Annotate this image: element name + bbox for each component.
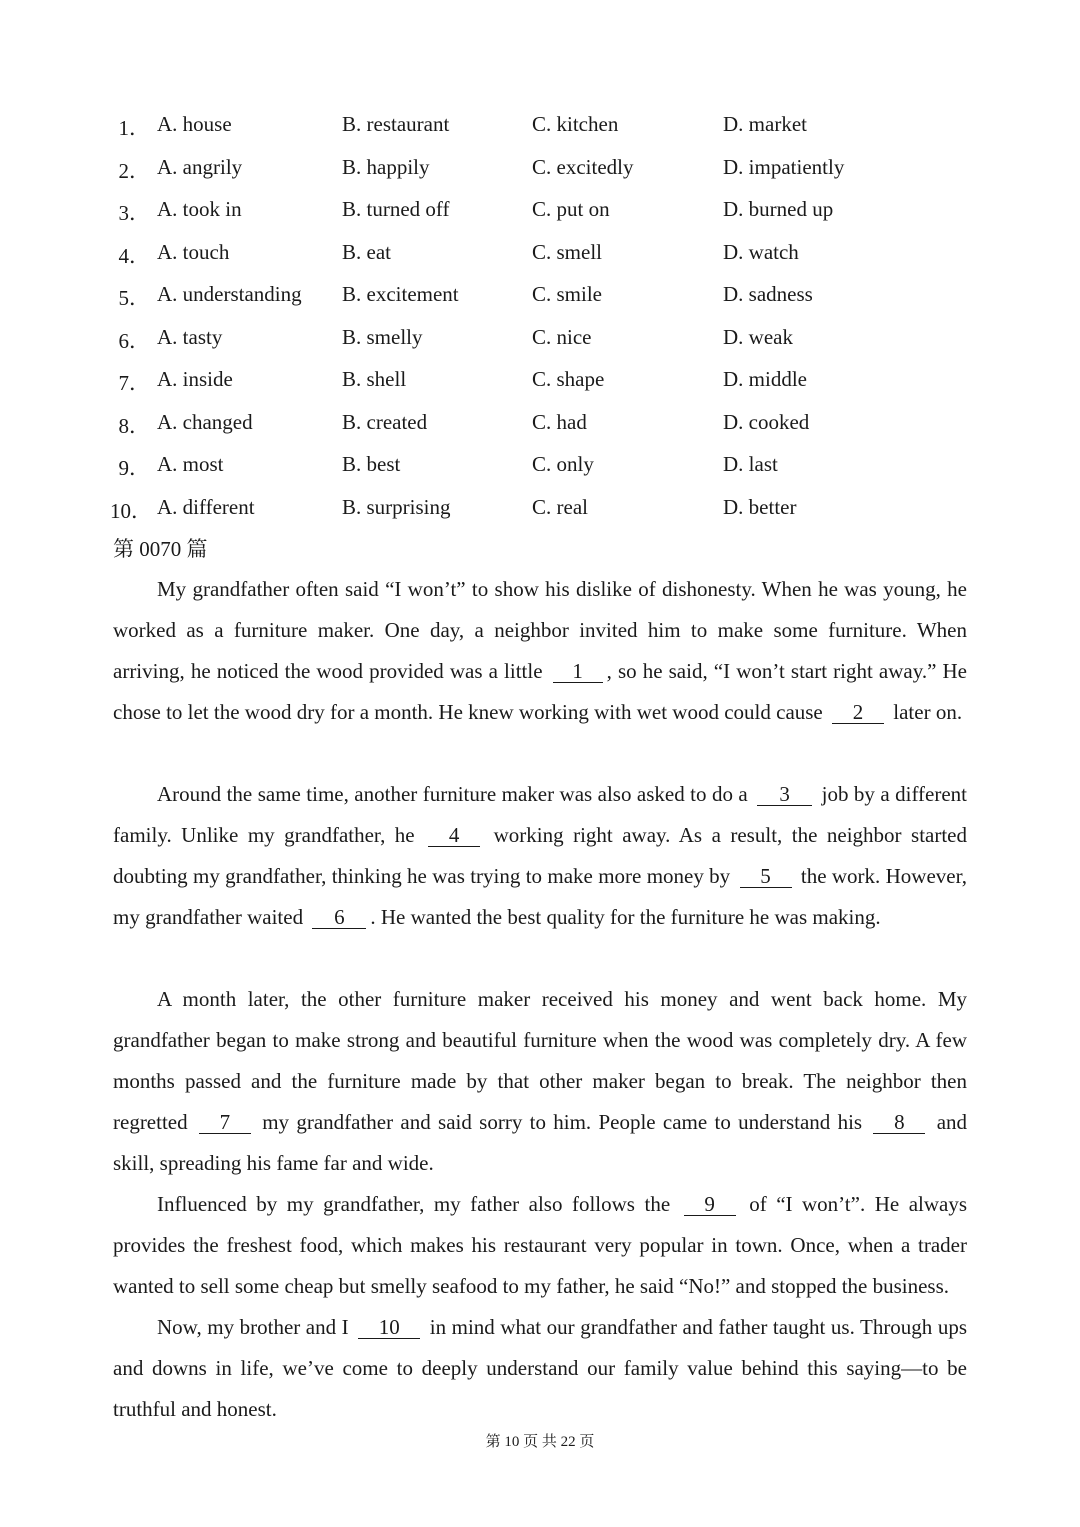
option-d: D. middle [723,367,807,391]
passage-text: working right away. As a result, the neighbor started doubting my grandfather, thinking he was trying to make more money by [113,823,968,888]
option-b: B. created [342,410,428,434]
question-number: 10． [110,499,152,523]
passage-text: A month later, the other furniture maker received his money and went back home. My grandfather began to make strong and beautiful furniture when the wood was completely dry. A few months passed and the furniture made by that other maker began to break. The neighbor then regretted [113,987,967,1134]
option-d: D. cooked [723,410,810,434]
page-footer: 第 10 页 共 22 页 [485,1434,595,1450]
passage-text: my grandfather and said sorry to him. People came to understand his [262,1110,863,1134]
option-d: D. burned up [723,197,834,221]
option-d: D. watch [723,240,799,264]
option-row [0,282,1080,324]
option-c: C. kitchen [532,112,619,136]
option-a: A. most [157,452,224,476]
option-d: D. sadness [723,282,813,306]
option-b: B. excitement [342,282,459,306]
option-d: D. better [723,495,797,519]
option-row [0,367,1080,409]
option-b: B. smelly [342,325,423,349]
option-c: C. had [532,410,587,434]
question-number: 7． [118,371,150,395]
option-b: B. happily [342,155,430,179]
question-number: 4． [118,244,150,268]
passage-text: My grandfather often said “I won’t” to show his dislike of dishonesty. When he was young, he worked as a furniture maker. One day, a neighbor invited him to make some furniture. When arriving, he noticed the wood provided was a little [113,577,967,683]
passage-text: of “I won’t”. He always provides the freshest food, which makes his restaurant very popular in town. Once, when a trader wanted to sell some cheap but smelly seafood to my father, he said “No!” and stopped the business. [113,1192,968,1298]
passage-text: and skill, spreading his fame far and wide. [113,1110,968,1175]
question-number: 5． [118,286,150,310]
option-a: A. inside [157,367,233,391]
option-a: A. house [157,112,232,136]
option-a: A. angrily [157,155,243,179]
passage-text: in mind what our grandfather and father taught us. Through ups and downs in life, we’ve come to deeply understand our family value behind this saying—to be truthful and honest. [113,1315,968,1421]
passage-text: later on. [893,700,963,724]
passage-text: . He wanted the best quality for the furniture he was making. [370,905,881,929]
option-d: D. impatiently [723,155,845,179]
blank-9: 9 [684,1194,736,1216]
option-row [0,240,1080,282]
option-d: D. last [723,452,778,476]
blank-3: 3 [757,784,812,806]
option-a: A. tasty [157,325,223,349]
option-b: B. shell [342,367,407,391]
passage-text: , so he said, “I won’t start right away.” He chose to let the wood dry for a month. He knew working with wet wood could cause [113,659,967,724]
paragraph [113,1184,967,1307]
option-b: B. surprising [342,495,451,519]
passage-text: Around the same time, another furniture maker was also asked to do a [157,782,748,806]
option-c: C. shape [532,367,605,391]
paragraph [113,569,967,733]
option-c: C. put on [532,197,610,221]
blank-4: 4 [428,825,480,847]
option-row [0,495,1080,537]
option-a: A. touch [157,240,230,264]
option-d: D. market [723,112,807,136]
blank-10: 10 [358,1317,420,1339]
paragraph [113,1307,967,1430]
option-a: A. understanding [157,282,302,306]
option-a: A. different [157,495,255,519]
blank-1: 1 [553,661,603,683]
option-c: C. smell [532,240,603,264]
option-c: C. smile [532,282,603,306]
question-number: 9． [118,456,150,480]
option-c: C. real [532,495,588,519]
passage-text: Influenced by my grandfather, my father also follows the [157,1192,671,1216]
option-c: C. excitedly [532,155,634,179]
blank-5: 5 [740,866,792,888]
blank-6: 6 [312,907,366,929]
option-c: C. nice [532,325,592,349]
option-row [0,452,1080,494]
option-a: A. changed [157,410,253,434]
passage-text: job by a different family. Unlike my grandfather, he [113,782,968,847]
option-row [0,155,1080,197]
paragraph [113,774,967,938]
section-title: 第 0070 篇 [113,537,208,561]
option-row [0,325,1080,367]
option-d: D. weak [723,325,793,349]
blank-7: 7 [199,1112,251,1134]
option-c: C. only [532,452,594,476]
question-number: 3． [118,201,150,225]
paragraph [113,979,967,1184]
passage-text: Now, my brother and I [157,1315,349,1339]
question-number: 6． [118,329,150,353]
option-b: B. best [342,452,401,476]
option-a: A. took in [157,197,242,221]
passage-text: the work. However, my grandfather waited [113,864,967,929]
question-number: 1． [118,116,150,140]
option-b: B. turned off [342,197,450,221]
question-number: 2． [118,159,150,183]
blank-2: 2 [832,702,884,724]
question-number: 8． [118,414,150,438]
option-b: B. eat [342,240,391,264]
option-row [0,112,1080,154]
option-b: B. restaurant [342,112,450,136]
option-row [0,197,1080,239]
option-row [0,410,1080,452]
blank-8: 8 [873,1112,925,1134]
